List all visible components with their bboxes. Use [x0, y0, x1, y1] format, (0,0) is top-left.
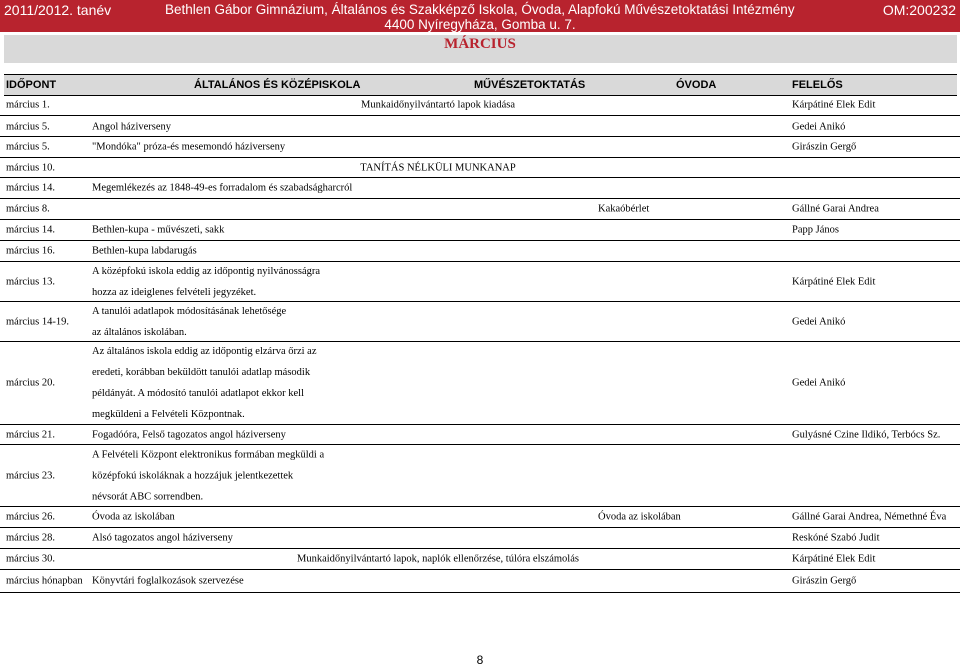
school-event-cell	[88, 507, 408, 527]
column-header-art: MŰVÉSZETOKTATÁS	[408, 74, 595, 96]
responsible-text: Gedei Anikó	[792, 377, 846, 389]
date-cell	[4, 137, 88, 157]
event-line: középfokú iskoláknak a hozzájuk jelentkezettek	[92, 470, 294, 481]
school-event-text	[92, 220, 224, 241]
date-text: március 20.	[6, 377, 55, 389]
kindergarten-event-cell	[595, 117, 788, 136]
table-row	[0, 549, 960, 570]
spanning-event-cell	[88, 95, 788, 115]
date-cell	[4, 445, 88, 506]
school-event-cell	[88, 199, 408, 219]
school-event-cell	[88, 220, 408, 240]
kindergarten-event-cell	[595, 425, 788, 444]
date-text: március 28.	[6, 532, 55, 544]
school-event-cell	[88, 570, 408, 592]
date-cell	[4, 549, 88, 569]
event-line: az általános iskolában.	[92, 326, 187, 338]
school-event-text	[92, 444, 324, 507]
column-header-kindergarten: ÓVODA	[595, 74, 788, 96]
kindergarten-event-cell	[595, 178, 788, 198]
event-line: A középfokú iskola eddig az időpontig nyilvánosságra	[92, 265, 321, 277]
school-address: 4400 Nyíregyháza, Gomba u. 7.	[384, 17, 576, 32]
responsible-cell	[788, 241, 957, 261]
table-row	[0, 425, 960, 445]
responsible-text: Kárpátiné Elek Edit	[792, 99, 876, 111]
date-cell	[4, 158, 88, 177]
date-text: március 13.	[6, 276, 55, 287]
kindergarten-event-cell	[595, 528, 788, 548]
event-line: eredeti, korábban beküldött tanulói adatlap második	[92, 367, 311, 378]
responsible-text: Gállné Garai Andrea, Némethné Éva	[792, 511, 947, 523]
date-cell	[4, 220, 88, 240]
school-event-cell	[88, 137, 408, 157]
event-line: Óvoda az iskolában	[92, 511, 175, 523]
event-line: Bethlen-kupa - művészeti, sakk	[92, 224, 225, 236]
event-line: Bethlen-kupa labdarugás	[92, 245, 197, 257]
kindergarten-event-cell	[595, 262, 788, 301]
responsible-cell	[788, 220, 957, 240]
school-event-cell	[88, 528, 408, 548]
school-event-cell	[88, 342, 408, 424]
date-cell	[4, 342, 88, 424]
date-cell	[4, 117, 88, 136]
month-title: MÁRCIUS	[444, 36, 516, 52]
kindergarten-event-cell	[595, 445, 788, 506]
responsible-text: Gállné Garai Andrea	[792, 203, 879, 215]
responsible-text: Kárpátiné Elek Edit	[792, 553, 876, 565]
responsible-cell	[788, 342, 957, 424]
responsible-text: Kárpátiné Elek Edit	[792, 276, 876, 287]
date-text: március 10.	[6, 162, 55, 173]
school-event-cell	[88, 302, 408, 341]
event-line: Az általános iskola eddig az időpontig elzárva őrzi az	[92, 346, 317, 357]
date-cell	[4, 425, 88, 444]
date-cell	[4, 95, 88, 115]
document-header	[0, 0, 960, 32]
responsible-cell	[788, 570, 957, 592]
event-line: A Felvételi Központ elektronikus formában megküldi a	[92, 449, 325, 460]
column-header-responsible: FELELŐS	[788, 74, 957, 96]
school-event-text	[92, 571, 244, 592]
responsible-text: Girászin Gergő	[792, 575, 857, 587]
school-event-text	[92, 424, 286, 445]
responsible-cell	[788, 117, 957, 136]
date-cell	[4, 178, 88, 198]
responsible-cell	[788, 199, 957, 219]
event-line: Könyvtári foglalkozások szervezése	[92, 575, 244, 587]
table-row	[0, 95, 960, 116]
date-cell	[4, 528, 88, 548]
date-cell	[4, 570, 88, 592]
date-cell	[4, 262, 88, 301]
responsible-cell	[788, 507, 957, 527]
kindergarten-event-cell	[595, 302, 788, 341]
date-cell	[4, 507, 88, 527]
responsible-text: Girászin Gergő	[792, 141, 857, 153]
event-line: névsorát ABC sorrendben.	[92, 491, 204, 502]
school-event-cell	[88, 178, 408, 198]
date-cell	[4, 199, 88, 219]
kindergarten-event-cell	[595, 241, 788, 261]
table-row	[0, 342, 960, 425]
date-text: március 5.	[6, 141, 50, 153]
responsible-cell	[788, 262, 957, 301]
table-row	[0, 220, 960, 241]
table-row	[0, 241, 960, 262]
table-row	[0, 302, 960, 342]
responsible-cell	[788, 302, 957, 341]
spanning-event-text: Munkaidőnyilvántartó lapok kiadása	[361, 99, 515, 111]
school-event-text	[92, 301, 286, 343]
table-row	[0, 445, 960, 507]
spanning-event-text: TANÍTÁS NÉLKÜLI MUNKANAP	[360, 162, 516, 173]
responsible-cell	[788, 528, 957, 548]
school-event-text	[92, 261, 320, 303]
responsible-text: Gulyásné Czine Ildikó, Terbócs Sz.	[792, 429, 941, 440]
school-event-text	[92, 341, 317, 425]
event-line: megküldeni a Felvételi Központnak.	[92, 409, 245, 420]
responsible-cell	[788, 445, 957, 506]
school-event-text	[92, 137, 285, 158]
date-text: március 21.	[6, 429, 55, 440]
event-line: Alsó tagozatos angol háziverseny	[92, 532, 233, 544]
date-text: március 26.	[6, 511, 55, 523]
kindergarten-event-text: Kakaóbérlet	[598, 203, 650, 215]
responsible-cell	[788, 95, 957, 115]
date-text: március 14.	[6, 224, 55, 236]
spanning-event-text: Munkaidőnyilvántartó lapok, naplók ellenőrzése, túlóra elszámolás	[297, 553, 579, 565]
table-row	[0, 570, 960, 593]
kindergarten-event-cell	[595, 342, 788, 424]
table-row	[0, 507, 960, 528]
responsible-text: Reskóné Szabó Judit	[792, 532, 880, 544]
kindergarten-event-cell	[595, 220, 788, 240]
date-text: március 16.	[6, 245, 55, 257]
date-text: március 5.	[6, 121, 50, 132]
date-text: március hónapban	[6, 575, 83, 587]
school-year: 2011/2012. tanév	[4, 2, 112, 18]
date-text: március 23.	[6, 470, 55, 481]
table-row	[0, 158, 960, 178]
event-line: példányát. A módosító tanulói adatlapot ekkor kell	[92, 388, 304, 399]
om-identifier: OM:200232	[882, 2, 956, 18]
responsible-text: Gedei Anikó	[792, 121, 846, 132]
school-event-cell	[88, 445, 408, 506]
spanning-event-cell	[88, 549, 788, 569]
event-line: A tanulói adatlapok módosításának lehetősége	[92, 305, 287, 317]
kindergarten-event-cell	[595, 137, 788, 157]
school-event-cell	[88, 425, 408, 444]
date-text: március 14.	[6, 182, 55, 194]
school-name: Bethlen Gábor Gimnázium, Általános és Szakképző Iskola, Óvoda, Alapfokú Művészetoktatási Intézmény	[165, 2, 795, 17]
responsible-cell	[788, 178, 957, 198]
date-cell	[4, 302, 88, 341]
responsible-text: Gedei Anikó	[792, 316, 846, 327]
kindergarten-event-cell	[595, 570, 788, 592]
date-text: március 8.	[6, 203, 50, 215]
school-event-text	[92, 507, 175, 528]
page-number: 8	[476, 653, 484, 667]
kindergarten-event-cell	[595, 507, 788, 527]
date-text: március 30.	[6, 553, 55, 565]
school-event-text	[92, 116, 171, 137]
responsible-cell	[788, 549, 957, 569]
table-row	[0, 178, 960, 199]
date-cell	[4, 241, 88, 261]
event-line: Fogadóóra, Felső tagozatos angol háziverseny	[92, 429, 286, 440]
column-header-school: ÁLTALÁNOS ÉS KÖZÉPISKOLA	[88, 74, 408, 96]
table-row	[0, 199, 960, 220]
table-row	[0, 262, 960, 302]
school-event-cell	[88, 262, 408, 301]
school-event-text	[92, 241, 197, 262]
responsible-text: Papp János	[792, 224, 839, 236]
date-text: március 1.	[6, 99, 50, 111]
kindergarten-event-cell	[595, 199, 788, 219]
column-header-date: IDŐPONT	[4, 74, 88, 96]
kindergarten-event-text: Óvoda az iskolában	[598, 511, 681, 523]
table-row	[0, 117, 960, 137]
spanning-event-cell	[88, 158, 788, 177]
event-line: hozza az ideiglenes felvételi jegyzéket.	[92, 286, 257, 298]
event-line: "Mondóka" próza-és mesemondó háziverseny	[92, 141, 286, 153]
school-event-text	[92, 528, 233, 549]
school-event-cell	[88, 241, 408, 261]
school-event-cell	[88, 117, 408, 136]
school-event-text	[92, 178, 352, 199]
event-line: Megemlékezés az 1848-49-es forradalom és szabadságharcról	[92, 182, 353, 194]
table-row	[0, 528, 960, 549]
event-line: Angol háziverseny	[92, 121, 172, 132]
responsible-cell	[788, 158, 957, 177]
date-text: március 14-19.	[6, 316, 69, 327]
responsible-cell	[788, 425, 957, 444]
table-row	[0, 137, 960, 158]
responsible-cell	[788, 137, 957, 157]
